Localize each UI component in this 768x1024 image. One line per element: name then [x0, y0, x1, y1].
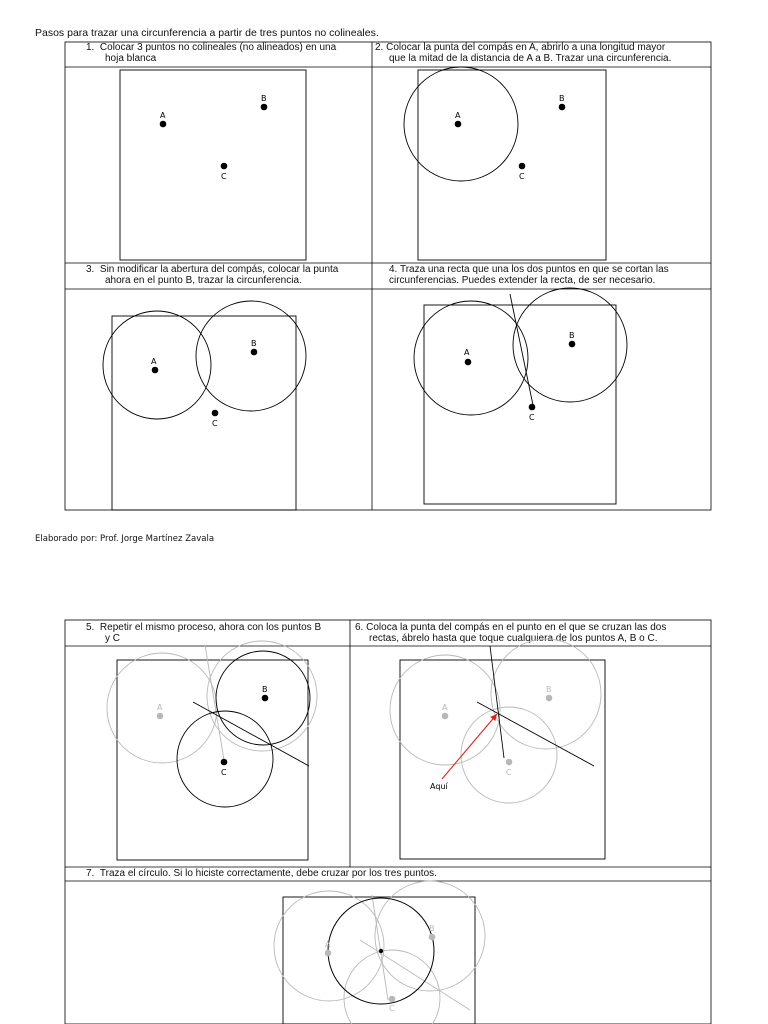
label-a: A: [151, 357, 157, 366]
point-c: [221, 759, 228, 766]
step-2-number: 2.: [375, 42, 384, 53]
label-b: B: [546, 685, 552, 694]
panel-step-1: [120, 70, 306, 260]
point-c-gray: [389, 996, 396, 1003]
step-6-text-line2: rectas, ábrelo hasta que toque cualquiera de los puntos A, B o C.: [369, 633, 658, 644]
step-2-text: Colocar la punta del compás en A, abrirlo a una longitud mayor: [386, 42, 666, 53]
point-b: [261, 104, 268, 111]
step-3-number: 3.: [86, 264, 95, 275]
panel-step-3: [103, 301, 306, 510]
pointer-arrow: [442, 714, 497, 779]
point-a-gray: [442, 713, 449, 720]
label-c: C: [212, 419, 218, 428]
point-a: [152, 367, 159, 374]
paper-sheet: [424, 305, 616, 504]
step-4-text-line2: circunferencias. Puedes extender la recta, de ser necesario.: [389, 275, 656, 286]
step-1-number: 1.: [86, 42, 95, 53]
point-c: [519, 163, 526, 170]
panel-step-2: [404, 67, 606, 260]
label-a: A: [455, 111, 461, 120]
paper-sheet: [112, 316, 296, 510]
step-6-number: 6.: [355, 622, 364, 633]
label-c: C: [221, 172, 227, 181]
point-a-gray: [157, 713, 164, 720]
bisector-ab-gray: [372, 895, 388, 1000]
label-a: A: [160, 111, 166, 120]
point-a-gray: [325, 950, 332, 957]
table-2-border: [65, 620, 711, 1024]
label-b: B: [262, 685, 268, 694]
circle-a: [414, 301, 528, 415]
circle-b-gray: [207, 641, 317, 751]
step-7-number: 7.: [86, 868, 95, 879]
step-4-text: Traza una recta que una los dos puntos en que se cortan las: [399, 264, 669, 275]
point-c: [221, 163, 228, 170]
point-b: [559, 104, 566, 111]
step-7-text: Traza el círculo. Si lo hiciste correctamente, debe cruzar por los tres puntos.: [99, 868, 437, 879]
label-c: C: [529, 413, 535, 422]
label-b: B: [569, 331, 575, 340]
point-b: [262, 695, 269, 702]
label-b: B: [429, 924, 435, 933]
label-c: C: [506, 768, 512, 777]
panel-step-7: [274, 881, 485, 1024]
bisector-bc-gray: [360, 940, 470, 1010]
step-4-number: 4.: [389, 264, 398, 275]
circle-c-gray: [461, 707, 557, 803]
author-credit: Elaborado por: Prof. Jorge Martínez Zavala: [35, 534, 215, 544]
step-3-text: Sin modificar la abertura del compás, colocar la punta: [99, 264, 339, 275]
bisector-ab: [490, 646, 504, 758]
label-b: B: [559, 94, 565, 103]
point-c-gray: [506, 759, 513, 766]
bisector-ab-gray: [205, 645, 224, 760]
panel-step-4: [414, 288, 627, 504]
panel-step-6: [390, 639, 605, 859]
step-3-text-line2: ahora en el punto B, trazar la circunferencia.: [105, 275, 302, 286]
step-5-number: 5.: [86, 622, 95, 633]
label-b: B: [261, 94, 267, 103]
point-c: [212, 410, 219, 417]
panel-step-5: [107, 641, 317, 860]
label-c: C: [389, 1004, 395, 1013]
label-c: C: [519, 172, 525, 181]
point-a: [465, 359, 472, 366]
step-1-text: Colocar 3 puntos no colineales (no alineados) en una: [99, 42, 337, 53]
circle-b: [196, 301, 306, 411]
circle-a: [103, 311, 211, 419]
circle-center: [379, 949, 383, 953]
step-2-text-line2: que la mitad de la distancia de A a B. Trazar una circunferencia.: [389, 53, 672, 64]
point-c: [529, 404, 536, 411]
point-b-gray: [546, 695, 553, 702]
step-5-text: Repetir el mismo proceso, ahora con los puntos B: [99, 622, 322, 633]
circle-b-gray: [491, 639, 601, 749]
page-title: Pasos para trazar una circunferencia a partir de tres puntos no colineales.: [35, 27, 379, 39]
point-b: [569, 341, 576, 348]
label-a: A: [325, 940, 331, 949]
step-1-text-line2: hoja blanca: [105, 53, 157, 64]
point-b-gray: [429, 934, 436, 941]
step-6-text: Coloca la punta del compás en el punto en el que se cruzan las dos: [366, 622, 667, 633]
point-a: [455, 121, 462, 128]
label-c: C: [221, 768, 227, 777]
aqui-label: Aquí: [430, 782, 448, 791]
paper-sheet: [120, 70, 306, 260]
label-b: B: [251, 339, 257, 348]
paper-sheet: [400, 660, 605, 859]
step-5-text-line2: y C: [105, 633, 120, 644]
label-a: A: [157, 703, 163, 712]
point-b: [251, 349, 258, 356]
label-a: A: [464, 348, 470, 357]
point-a: [160, 121, 167, 128]
label-a: A: [442, 703, 448, 712]
